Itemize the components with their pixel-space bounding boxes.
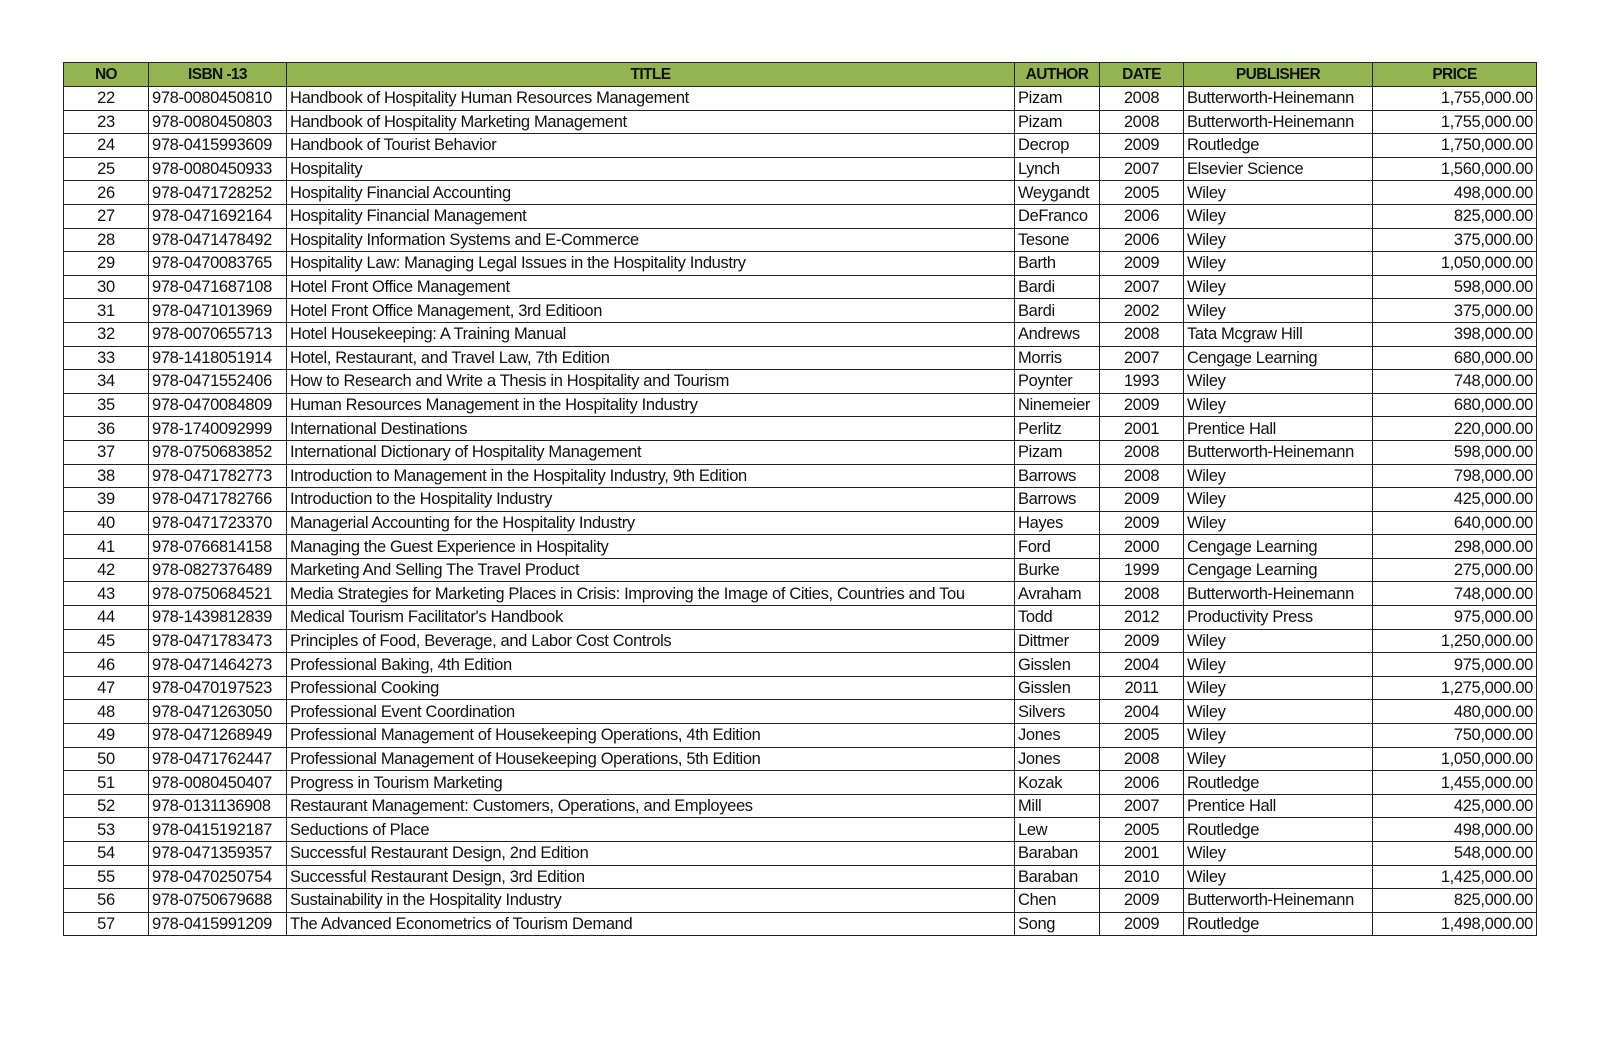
cell-publisher: Wiley	[1184, 204, 1373, 228]
table-row	[64, 700, 1537, 724]
cell-title: International Destinations	[287, 417, 1015, 441]
cell-price: 680,000.00	[1373, 346, 1537, 370]
table-row	[64, 322, 1537, 346]
cell-price: 748,000.00	[1373, 582, 1537, 606]
cell-title: Introduction to the Hospitality Industry	[287, 488, 1015, 512]
cell-no: 38	[64, 464, 149, 488]
cell-title: Hotel Housekeeping: A Training Manual	[287, 322, 1015, 346]
cell-title: Handbook of Hospitality Marketing Management	[287, 110, 1015, 134]
cell-title: Hospitality Information Systems and E-Commerce	[287, 228, 1015, 252]
cell-date: 2011	[1100, 676, 1184, 700]
cell-author: Weygandt	[1015, 181, 1100, 205]
cell-price: 425,000.00	[1373, 794, 1537, 818]
cell-isbn: 978-0471728252	[149, 181, 287, 205]
cell-price: 640,000.00	[1373, 511, 1537, 535]
cell-isbn: 978-0471687108	[149, 275, 287, 299]
cell-publisher: Wiley	[1184, 299, 1373, 323]
cell-publisher: Butterworth-Heinemann	[1184, 440, 1373, 464]
cell-isbn: 978-0415993609	[149, 134, 287, 158]
cell-publisher: Wiley	[1184, 464, 1373, 488]
cell-publisher: Cengage Learning	[1184, 535, 1373, 559]
cell-isbn: 978-0080450803	[149, 110, 287, 134]
cell-title: Seductions of Place	[287, 818, 1015, 842]
cell-date: 2008	[1100, 747, 1184, 771]
cell-title: Hotel, Restaurant, and Travel Law, 7th Edition	[287, 346, 1015, 370]
cell-date: 2002	[1100, 299, 1184, 323]
cell-date: 2009	[1100, 134, 1184, 158]
cell-date: 2008	[1100, 440, 1184, 464]
cell-author: Bardi	[1015, 299, 1100, 323]
cell-date: 2007	[1100, 157, 1184, 181]
table-row	[64, 252, 1537, 276]
cell-isbn: 978-0080450810	[149, 87, 287, 111]
cell-price: 275,000.00	[1373, 558, 1537, 582]
table-row	[64, 181, 1537, 205]
cell-author: Ninemeier	[1015, 393, 1100, 417]
cell-no: 30	[64, 275, 149, 299]
cell-no: 44	[64, 606, 149, 630]
cell-no: 32	[64, 322, 149, 346]
cell-price: 598,000.00	[1373, 275, 1537, 299]
cell-author: Barrows	[1015, 488, 1100, 512]
table-row	[64, 818, 1537, 842]
cell-title: Hotel Front Office Management, 3rd Editioon	[287, 299, 1015, 323]
cell-title: Handbook of Tourist Behavior	[287, 134, 1015, 158]
cell-author: Lew	[1015, 818, 1100, 842]
cell-author: Jones	[1015, 747, 1100, 771]
cell-author: Perlitz	[1015, 417, 1100, 441]
header-price: PRICE	[1373, 63, 1537, 87]
cell-no: 57	[64, 912, 149, 936]
cell-price: 975,000.00	[1373, 606, 1537, 630]
cell-publisher: Cengage Learning	[1184, 346, 1373, 370]
cell-date: 2005	[1100, 724, 1184, 748]
cell-title: Hospitality Financial Accounting	[287, 181, 1015, 205]
cell-author: Morris	[1015, 346, 1100, 370]
cell-date: 2006	[1100, 204, 1184, 228]
cell-isbn: 978-0471268949	[149, 724, 287, 748]
cell-isbn: 978-0471723370	[149, 511, 287, 535]
cell-no: 35	[64, 393, 149, 417]
cell-publisher: Wiley	[1184, 842, 1373, 866]
cell-price: 220,000.00	[1373, 417, 1537, 441]
cell-no: 31	[64, 299, 149, 323]
cell-publisher: Elsevier Science	[1184, 157, 1373, 181]
cell-no: 26	[64, 181, 149, 205]
cell-isbn: 978-0471013969	[149, 299, 287, 323]
cell-isbn: 978-0131136908	[149, 794, 287, 818]
cell-date: 2009	[1100, 393, 1184, 417]
cell-date: 2008	[1100, 322, 1184, 346]
cell-date: 2005	[1100, 181, 1184, 205]
cell-title: How to Research and Write a Thesis in Hospitality and Tourism	[287, 370, 1015, 394]
cell-title: Hospitality	[287, 157, 1015, 181]
table-row	[64, 275, 1537, 299]
cell-price: 825,000.00	[1373, 889, 1537, 913]
cell-isbn: 978-0750683852	[149, 440, 287, 464]
cell-isbn: 978-0471263050	[149, 700, 287, 724]
table-row	[64, 299, 1537, 323]
cell-title: The Advanced Econometrics of Tourism Demand	[287, 912, 1015, 936]
cell-no: 27	[64, 204, 149, 228]
cell-author: Silvers	[1015, 700, 1100, 724]
cell-isbn: 978-0080450407	[149, 771, 287, 795]
table-row	[64, 511, 1537, 535]
cell-author: Andrews	[1015, 322, 1100, 346]
cell-publisher: Tata Mcgraw Hill	[1184, 322, 1373, 346]
cell-author: DeFranco	[1015, 204, 1100, 228]
cell-author: Gisslen	[1015, 676, 1100, 700]
table-row	[64, 87, 1537, 111]
cell-no: 41	[64, 535, 149, 559]
cell-price: 425,000.00	[1373, 488, 1537, 512]
cell-publisher: Prentice Hall	[1184, 794, 1373, 818]
cell-no: 43	[64, 582, 149, 606]
cell-no: 23	[64, 110, 149, 134]
cell-isbn: 978-0415991209	[149, 912, 287, 936]
cell-date: 2004	[1100, 700, 1184, 724]
cell-title: Hospitality Financial Management	[287, 204, 1015, 228]
cell-author: Avraham	[1015, 582, 1100, 606]
cell-price: 375,000.00	[1373, 228, 1537, 252]
cell-isbn: 978-0080450933	[149, 157, 287, 181]
cell-price: 598,000.00	[1373, 440, 1537, 464]
cell-isbn: 978-0470083765	[149, 252, 287, 276]
cell-publisher: Productivity Press	[1184, 606, 1373, 630]
cell-publisher: Wiley	[1184, 511, 1373, 535]
header-publisher: PUBLISHER	[1184, 63, 1373, 87]
cell-date: 2007	[1100, 275, 1184, 299]
cell-title: Professional Management of Housekeeping Operations, 5th Edition	[287, 747, 1015, 771]
cell-isbn: 978-0471782773	[149, 464, 287, 488]
cell-no: 46	[64, 653, 149, 677]
cell-author: Lynch	[1015, 157, 1100, 181]
cell-price: 1,755,000.00	[1373, 87, 1537, 111]
table-row	[64, 724, 1537, 748]
table-row	[64, 747, 1537, 771]
cell-no: 50	[64, 747, 149, 771]
table-row	[64, 440, 1537, 464]
cell-date: 2009	[1100, 629, 1184, 653]
cell-date: 2006	[1100, 771, 1184, 795]
cell-isbn: 978-0750679688	[149, 889, 287, 913]
cell-price: 750,000.00	[1373, 724, 1537, 748]
cell-no: 51	[64, 771, 149, 795]
table-row	[64, 606, 1537, 630]
cell-publisher: Routledge	[1184, 134, 1373, 158]
table-row	[64, 157, 1537, 181]
cell-isbn: 978-0470197523	[149, 676, 287, 700]
cell-author: Barth	[1015, 252, 1100, 276]
cell-price: 798,000.00	[1373, 464, 1537, 488]
cell-author: Pizam	[1015, 87, 1100, 111]
table-row	[64, 535, 1537, 559]
cell-publisher: Wiley	[1184, 653, 1373, 677]
header-author: AUTHOR	[1015, 63, 1100, 87]
cell-author: Pizam	[1015, 440, 1100, 464]
cell-isbn: 978-0471783473	[149, 629, 287, 653]
cell-no: 28	[64, 228, 149, 252]
table-row	[64, 653, 1537, 677]
cell-price: 375,000.00	[1373, 299, 1537, 323]
table-row	[64, 889, 1537, 913]
cell-no: 33	[64, 346, 149, 370]
cell-isbn: 978-0070655713	[149, 322, 287, 346]
cell-author: Decrop	[1015, 134, 1100, 158]
cell-isbn: 978-0471762447	[149, 747, 287, 771]
cell-no: 52	[64, 794, 149, 818]
cell-price: 1,050,000.00	[1373, 252, 1537, 276]
cell-publisher: Wiley	[1184, 629, 1373, 653]
table-body	[64, 87, 1537, 936]
cell-date: 2008	[1100, 464, 1184, 488]
table-row	[64, 464, 1537, 488]
cell-author: Pizam	[1015, 110, 1100, 134]
cell-date: 2009	[1100, 912, 1184, 936]
cell-publisher: Routledge	[1184, 912, 1373, 936]
cell-title: International Dictionary of Hospitality Management	[287, 440, 1015, 464]
cell-isbn: 978-0471478492	[149, 228, 287, 252]
cell-title: Progress in Tourism Marketing	[287, 771, 1015, 795]
table-row	[64, 842, 1537, 866]
cell-title: Managing the Guest Experience in Hospitality	[287, 535, 1015, 559]
cell-author: Bardi	[1015, 275, 1100, 299]
cell-isbn: 978-0471464273	[149, 653, 287, 677]
cell-no: 42	[64, 558, 149, 582]
cell-isbn: 978-1439812839	[149, 606, 287, 630]
cell-date: 2007	[1100, 794, 1184, 818]
cell-date: 1993	[1100, 370, 1184, 394]
cell-author: Song	[1015, 912, 1100, 936]
cell-date: 2005	[1100, 818, 1184, 842]
table-row	[64, 393, 1537, 417]
cell-no: 34	[64, 370, 149, 394]
cell-title: Human Resources Management in the Hospitality Industry	[287, 393, 1015, 417]
cell-publisher: Butterworth-Heinemann	[1184, 889, 1373, 913]
book-list-sheet	[63, 62, 1536, 936]
cell-no: 54	[64, 842, 149, 866]
cell-publisher: Wiley	[1184, 181, 1373, 205]
cell-price: 825,000.00	[1373, 204, 1537, 228]
table-row	[64, 865, 1537, 889]
cell-author: Barrows	[1015, 464, 1100, 488]
table-row	[64, 417, 1537, 441]
cell-title: Hospitality Law: Managing Legal Issues in the Hospitality Industry	[287, 252, 1015, 276]
cell-price: 298,000.00	[1373, 535, 1537, 559]
cell-author: Baraban	[1015, 842, 1100, 866]
table-row	[64, 629, 1537, 653]
cell-price: 1,750,000.00	[1373, 134, 1537, 158]
cell-price: 1,250,000.00	[1373, 629, 1537, 653]
book-table	[63, 62, 1537, 936]
cell-no: 47	[64, 676, 149, 700]
cell-date: 2008	[1100, 87, 1184, 111]
cell-date: 2006	[1100, 228, 1184, 252]
cell-author: Baraban	[1015, 865, 1100, 889]
cell-publisher: Cengage Learning	[1184, 558, 1373, 582]
table-row	[64, 346, 1537, 370]
cell-price: 1,560,000.00	[1373, 157, 1537, 181]
cell-author: Hayes	[1015, 511, 1100, 535]
cell-publisher: Butterworth-Heinemann	[1184, 582, 1373, 606]
cell-date: 2009	[1100, 511, 1184, 535]
table-row	[64, 204, 1537, 228]
cell-isbn: 978-0470084809	[149, 393, 287, 417]
cell-no: 49	[64, 724, 149, 748]
cell-title: Managerial Accounting for the Hospitality Industry	[287, 511, 1015, 535]
cell-title: Sustainability in the Hospitality Industry	[287, 889, 1015, 913]
cell-author: Tesone	[1015, 228, 1100, 252]
cell-date: 2008	[1100, 582, 1184, 606]
cell-date: 1999	[1100, 558, 1184, 582]
cell-no: 36	[64, 417, 149, 441]
cell-title: Handbook of Hospitality Human Resources Management	[287, 87, 1015, 111]
cell-no: 39	[64, 488, 149, 512]
cell-title: Professional Management of Housekeeping Operations, 4th Edition	[287, 724, 1015, 748]
cell-author: Kozak	[1015, 771, 1100, 795]
cell-price: 398,000.00	[1373, 322, 1537, 346]
cell-price: 680,000.00	[1373, 393, 1537, 417]
cell-publisher: Wiley	[1184, 370, 1373, 394]
cell-price: 498,000.00	[1373, 818, 1537, 842]
cell-price: 1,498,000.00	[1373, 912, 1537, 936]
cell-title: Introduction to Management in the Hospitality Industry, 9th Edition	[287, 464, 1015, 488]
table-row	[64, 134, 1537, 158]
cell-publisher: Wiley	[1184, 393, 1373, 417]
cell-no: 25	[64, 157, 149, 181]
cell-price: 1,455,000.00	[1373, 771, 1537, 795]
cell-title: Successful Restaurant Design, 3rd Edition	[287, 865, 1015, 889]
table-row	[64, 228, 1537, 252]
cell-no: 22	[64, 87, 149, 111]
cell-author: Mill	[1015, 794, 1100, 818]
cell-publisher: Butterworth-Heinemann	[1184, 87, 1373, 111]
cell-no: 37	[64, 440, 149, 464]
cell-publisher: Wiley	[1184, 865, 1373, 889]
cell-isbn: 978-1740092999	[149, 417, 287, 441]
cell-isbn: 978-0766814158	[149, 535, 287, 559]
cell-price: 1,755,000.00	[1373, 110, 1537, 134]
cell-author: Dittmer	[1015, 629, 1100, 653]
cell-title: Principles of Food, Beverage, and Labor Cost Controls	[287, 629, 1015, 653]
cell-publisher: Routledge	[1184, 818, 1373, 842]
cell-isbn: 978-0415192187	[149, 818, 287, 842]
cell-title: Professional Event Coordination	[287, 700, 1015, 724]
table-row	[64, 794, 1537, 818]
table-row	[64, 558, 1537, 582]
table-row	[64, 582, 1537, 606]
cell-no: 29	[64, 252, 149, 276]
cell-date: 2007	[1100, 346, 1184, 370]
cell-title: Professional Cooking	[287, 676, 1015, 700]
cell-date: 2009	[1100, 252, 1184, 276]
cell-publisher: Wiley	[1184, 228, 1373, 252]
cell-date: 2008	[1100, 110, 1184, 134]
header-no: NO	[64, 63, 149, 87]
cell-no: 55	[64, 865, 149, 889]
cell-date: 2012	[1100, 606, 1184, 630]
cell-title: Hotel Front Office Management	[287, 275, 1015, 299]
cell-author: Ford	[1015, 535, 1100, 559]
cell-date: 2001	[1100, 842, 1184, 866]
cell-price: 548,000.00	[1373, 842, 1537, 866]
cell-no: 40	[64, 511, 149, 535]
cell-price: 1,050,000.00	[1373, 747, 1537, 771]
cell-date: 2000	[1100, 535, 1184, 559]
cell-isbn: 978-0750684521	[149, 582, 287, 606]
cell-date: 2009	[1100, 889, 1184, 913]
cell-isbn: 978-1418051914	[149, 346, 287, 370]
cell-price: 1,425,000.00	[1373, 865, 1537, 889]
header-title: TITLE	[287, 63, 1015, 87]
cell-title: Media Strategies for Marketing Places in Crisis: Improving the Image of Cities, Countries and Tou	[287, 582, 1015, 606]
cell-author: Jones	[1015, 724, 1100, 748]
table-row	[64, 370, 1537, 394]
header-isbn: ISBN -13	[149, 63, 287, 87]
cell-isbn: 978-0471692164	[149, 204, 287, 228]
cell-publisher: Wiley	[1184, 488, 1373, 512]
header-date: DATE	[1100, 63, 1184, 87]
cell-date: 2009	[1100, 488, 1184, 512]
cell-isbn: 978-0827376489	[149, 558, 287, 582]
cell-publisher: Wiley	[1184, 275, 1373, 299]
table-row	[64, 110, 1537, 134]
cell-publisher: Wiley	[1184, 252, 1373, 276]
cell-publisher: Wiley	[1184, 676, 1373, 700]
cell-title: Medical Tourism Facilitator's Handbook	[287, 606, 1015, 630]
cell-title: Marketing And Selling The Travel Product	[287, 558, 1015, 582]
cell-no: 24	[64, 134, 149, 158]
cell-title: Successful Restaurant Design, 2nd Edition	[287, 842, 1015, 866]
cell-author: Gisslen	[1015, 653, 1100, 677]
cell-no: 45	[64, 629, 149, 653]
cell-author: Poynter	[1015, 370, 1100, 394]
cell-title: Restaurant Management: Customers, Operations, and Employees	[287, 794, 1015, 818]
cell-author: Todd	[1015, 606, 1100, 630]
cell-price: 480,000.00	[1373, 700, 1537, 724]
cell-price: 748,000.00	[1373, 370, 1537, 394]
cell-isbn: 978-0471359357	[149, 842, 287, 866]
table-row	[64, 771, 1537, 795]
cell-publisher: Prentice Hall	[1184, 417, 1373, 441]
cell-publisher: Wiley	[1184, 724, 1373, 748]
cell-no: 53	[64, 818, 149, 842]
cell-no: 48	[64, 700, 149, 724]
cell-publisher: Butterworth-Heinemann	[1184, 110, 1373, 134]
cell-isbn: 978-0470250754	[149, 865, 287, 889]
cell-author: Chen	[1015, 889, 1100, 913]
cell-price: 1,275,000.00	[1373, 676, 1537, 700]
cell-no: 56	[64, 889, 149, 913]
cell-date: 2004	[1100, 653, 1184, 677]
header-row	[64, 63, 1537, 87]
cell-publisher: Wiley	[1184, 700, 1373, 724]
cell-price: 498,000.00	[1373, 181, 1537, 205]
table-row	[64, 676, 1537, 700]
table-row	[64, 488, 1537, 512]
table-row	[64, 912, 1537, 936]
cell-isbn: 978-0471782766	[149, 488, 287, 512]
cell-date: 2010	[1100, 865, 1184, 889]
cell-date: 2001	[1100, 417, 1184, 441]
cell-publisher: Wiley	[1184, 747, 1373, 771]
cell-author: Burke	[1015, 558, 1100, 582]
cell-isbn: 978-0471552406	[149, 370, 287, 394]
cell-title: Professional Baking, 4th Edition	[287, 653, 1015, 677]
cell-publisher: Routledge	[1184, 771, 1373, 795]
cell-price: 975,000.00	[1373, 653, 1537, 677]
